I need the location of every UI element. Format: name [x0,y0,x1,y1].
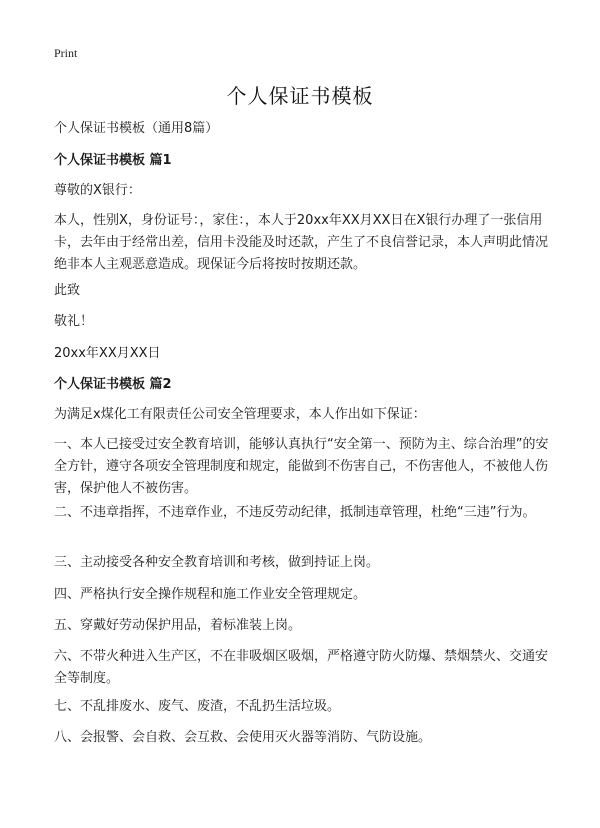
list-item: 六、不带火种进入生产区，不在非吸烟区吸烟，严格遵守防火防爆、禁烟禁火、交通安全等制度。 [54,649,549,686]
list-item: 一、本人已接受过安全教育培训，能够认真执行“安全第一、预防为主、综合治理”的安全方针，遵守各项安全管理制度和规定，能做到不伤害自己，不伤害他人，不被他人伤害，保护他人不被伤害。 [54,437,549,496]
list-item: 七、不乱排废水、废气、废渣，不乱扔生活垃圾。 [54,699,341,714]
list-item: 三、主动接受各种安全教育培训和考核，做到持证上岗。 [54,555,380,570]
list-item: 八、会报警、会自救、会互救、会使用灭火器等消防、气防设施。 [54,730,432,745]
closing-line: 此致 [54,283,81,298]
date-line: 20xx年XX月XX日 [54,346,161,361]
section-heading: 个人保证书模板 篇2 [54,377,172,392]
list-item: 五、穿戴好劳动保护用品，着标准装上岗。 [54,618,302,633]
paragraph: 本人，性别X，身份证号：，家住：，本人于20xx年XX月XX日在X银行办理了一张信用卡，去年由于经常出差，信用卡没能及时还款，产生了不良信誉记录，本人声明此情况绝非本人主观恶意造成。现保证今后将按时按期还款。 [54,213,549,272]
document-title: 个人保证书模板 [226,84,374,108]
section-heading: 个人保证书模板 篇1 [54,153,172,168]
print-label: Print [54,46,78,60]
list-item: 二、不违章指挥，不违章作业，不违反劳动纪律，抵制违章管理，杜绝“三违”行为。 [54,505,536,520]
paragraph: 为满足x煤化工有限责任公司安全管理要求，本人作出如下保证： [54,407,426,422]
closing-line: 敬礼！ [54,314,94,329]
list-item: 四、严格执行安全操作规程和施工作业安全管理规定。 [54,587,367,602]
salutation: 尊敬的X银行： [54,183,141,198]
document-subtitle: 个人保证书模板（通用8篇） [54,121,219,136]
